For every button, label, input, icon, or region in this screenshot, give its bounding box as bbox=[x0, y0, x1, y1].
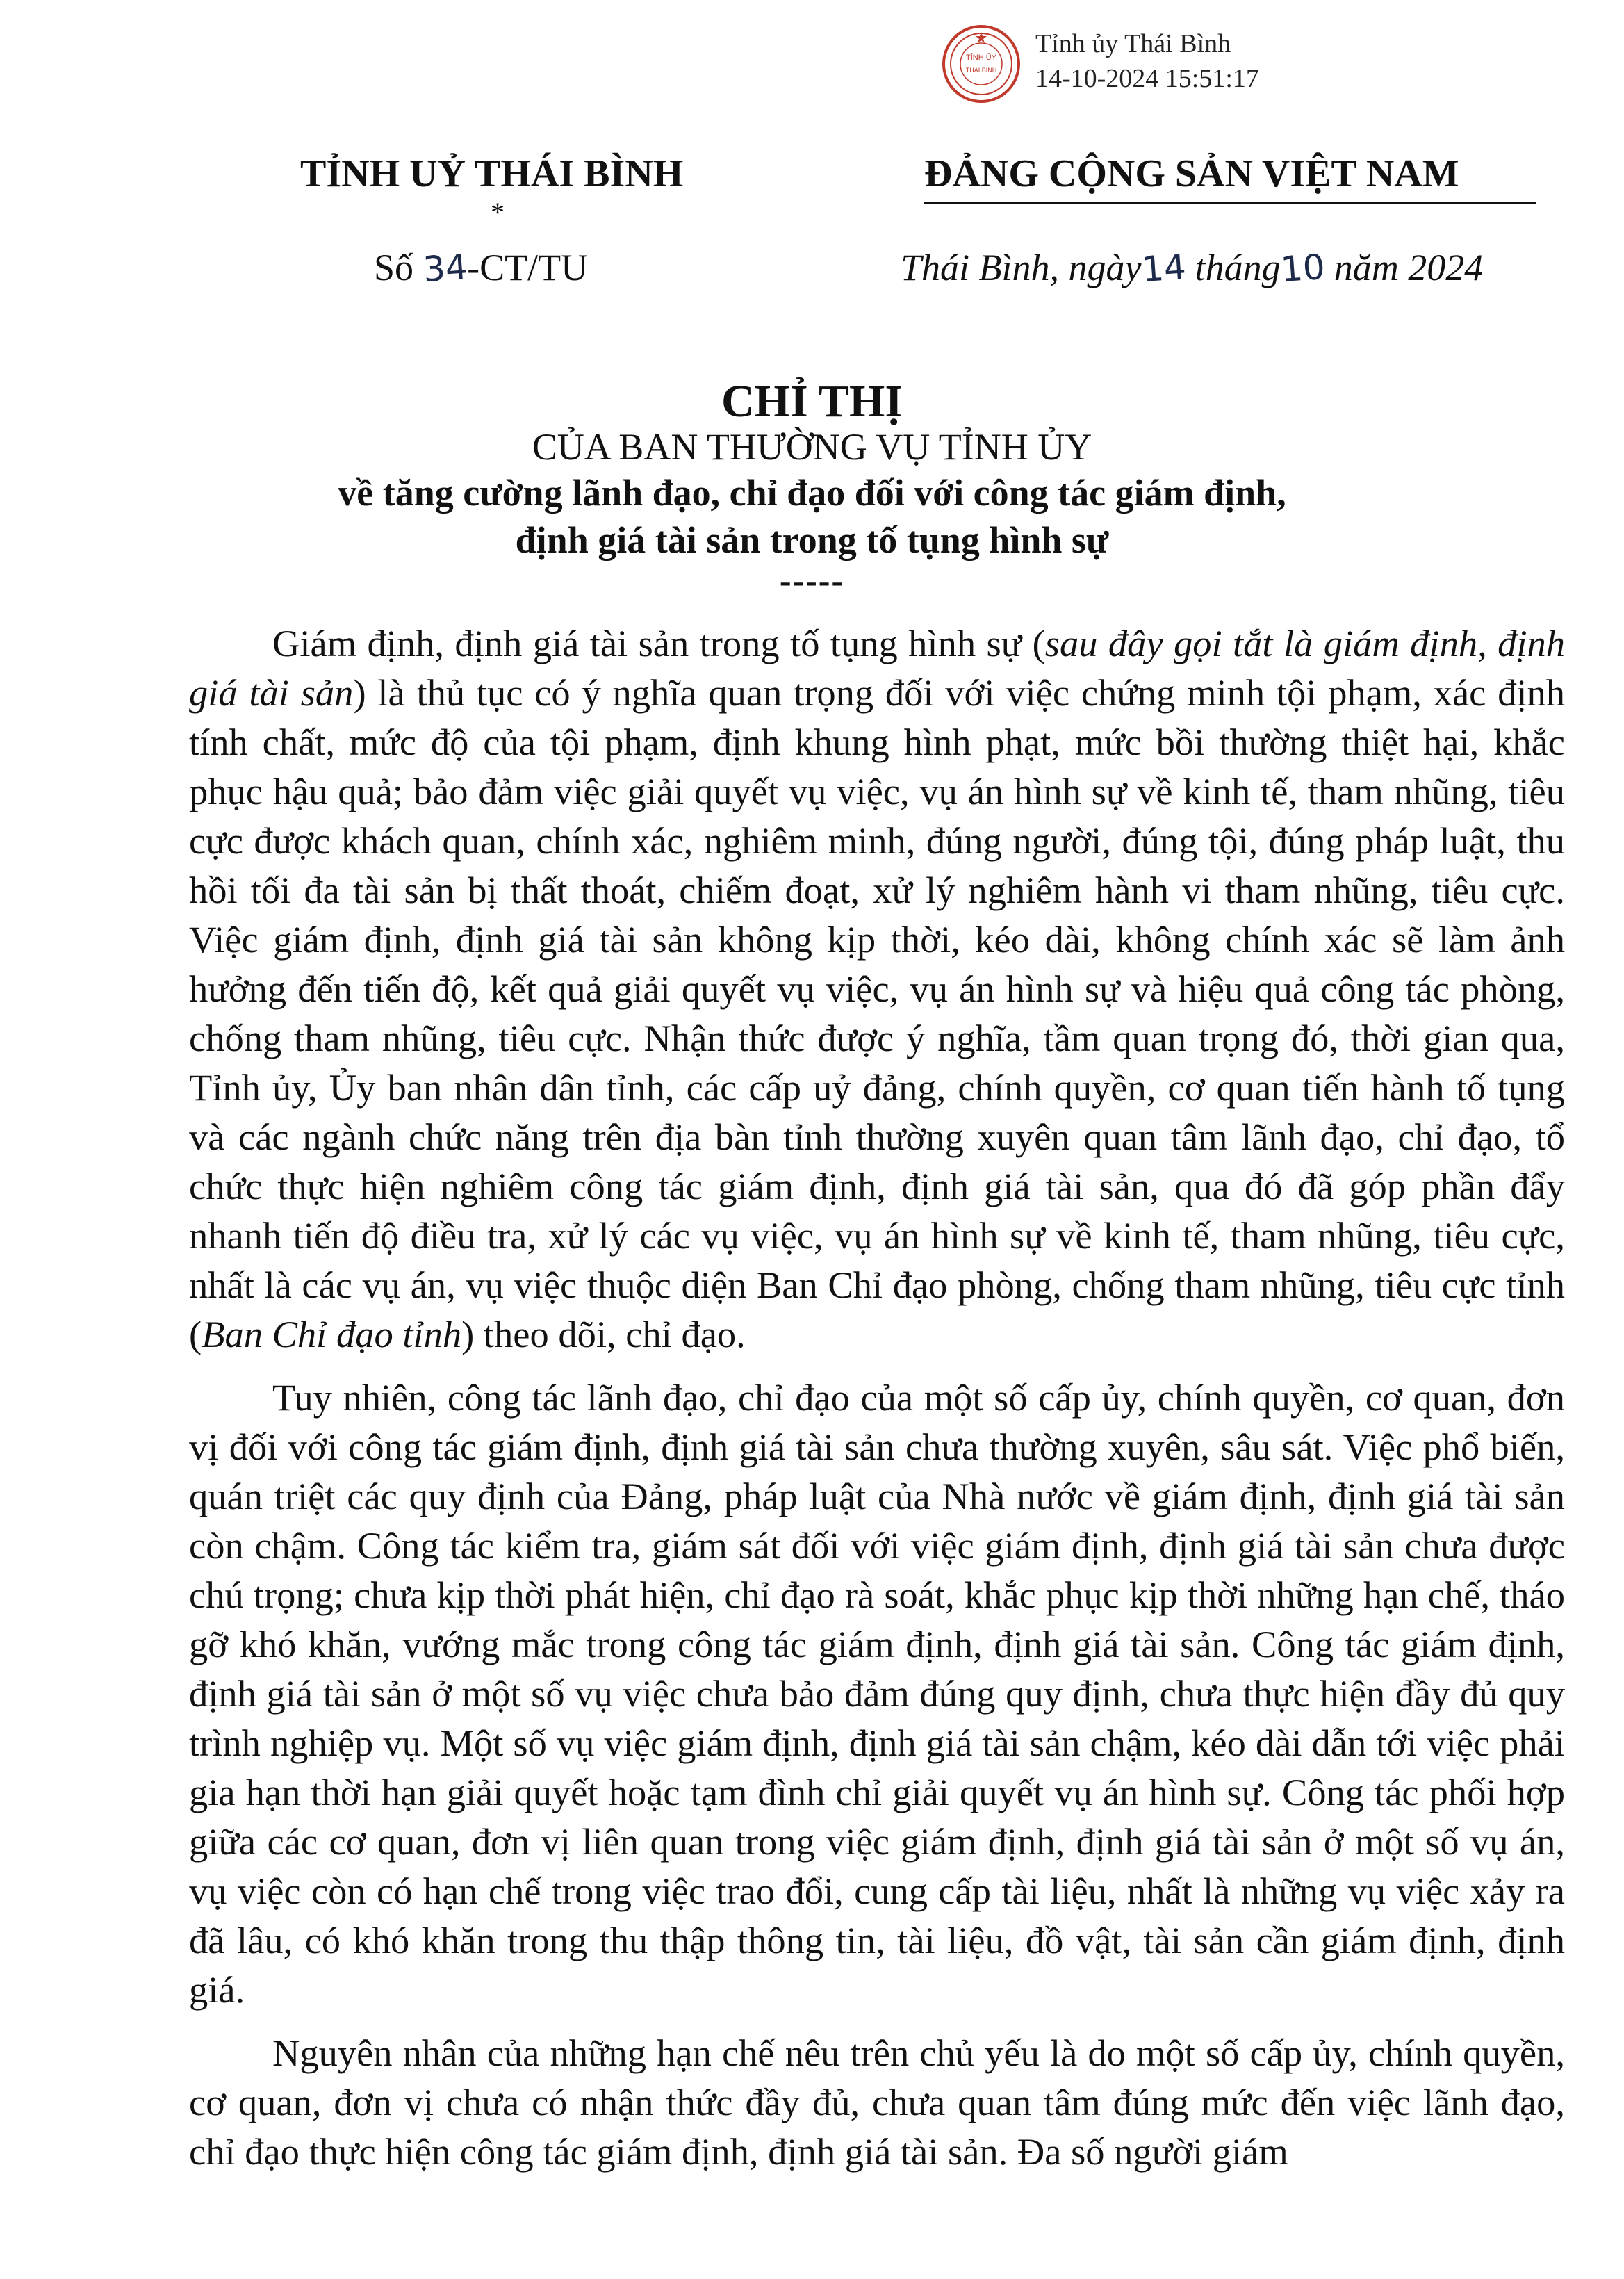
party-name: ĐẢNG CỘNG SẢN VIỆT NAM bbox=[924, 152, 1459, 195]
signature-timestamp: 14-10-2024 15:51:17 bbox=[1035, 64, 1259, 93]
date-month-handwritten: 10 bbox=[1279, 246, 1327, 291]
document-topic-line-1: về tăng cường lãnh đạo, chỉ đạo đối với công tác giám định, bbox=[338, 472, 1286, 514]
document-subtitle: CỦA BAN THƯỜNG VỤ TỈNH ỦY bbox=[532, 426, 1092, 468]
issue-date bbox=[901, 246, 1483, 289]
abbreviation-note: Ban Chỉ đạo tỉnh bbox=[202, 1313, 462, 1355]
header-star: * bbox=[491, 197, 505, 228]
svg-text:TỈNH ỦY: TỈNH ỦY bbox=[966, 54, 996, 62]
issuing-organization: TỈNH UỶ THÁI BÌNH bbox=[300, 152, 684, 195]
date-place: Thái Bình, ngày bbox=[901, 247, 1142, 288]
abbreviation-note: sau đây gọi tắt là giám định, định giá tài sản bbox=[189, 622, 1565, 714]
title-separator: ----- bbox=[779, 561, 845, 600]
doc-number-prefix: Số bbox=[374, 247, 414, 288]
doc-number-handwritten: 34 bbox=[421, 246, 469, 291]
body-paragraph-1: Giám định, định giá tài sản trong tố tụng hình sự (sau đây gọi tắt là giám định, định giá tài sản) là thủ tục có ý nghĩa quan trọng đối với việc chứng minh tội phạm, xác định tính chất, mức độ của tội phạm, định khung hình phạt, mức bồi thường thiệt hại, khắc phục hậu quả; bảo đảm việc giải quyết vụ việc, vụ án hình sự về kinh tế, tham nhũng, tiêu cực được khách quan, chính xác, nghiêm minh, đúng người, đúng tội, đúng pháp luật, thu hồi tối đa tài sản bị thất thoát, chiếm đoạt, xử lý nghiêm hành vi tham nhũng, tiêu cực. Việc giám định, định giá tài sản không kịp thời, kéo dài, không chính xác sẽ làm ảnh hưởng đến tiến độ, kết quả giải quyết vụ việc, vụ án hình sự và hiệu quả công tác phòng, chống tham nhũng, tiêu cực. Nhận thức được ý nghĩa, tầm quan trọng đó, thời gian qua, Tỉnh ủy, Ủy ban nhân dân tỉnh, các cấp uỷ đảng, chính quyền, cơ quan tiến hành tố tụng và các ngành chức năng trên địa bàn tỉnh thường xuyên quan tâm lãnh đạo, chỉ đạo, tổ chức thực hiện nghiêm công tác giám định, định giá tài sản, qua đó đã góp phần đẩy nhanh tiến độ điều tra, xử lý các vụ việc, vụ án hình sự về kinh tế, tham nhũng, tiêu cực, nhất là các vụ án, vụ việc thuộc diện Ban Chỉ đạo phòng, chống tham nhũng, tiêu cực tỉnh (Ban Chỉ đạo tỉnh) theo dõi, chỉ đạo. bbox=[189, 622, 1565, 1355]
date-year-label: năm 2024 bbox=[1334, 247, 1484, 288]
party-seal-icon bbox=[940, 22, 1023, 106]
date-month-label: tháng bbox=[1195, 247, 1281, 288]
doc-number-suffix: -CT/TU bbox=[467, 247, 589, 288]
document-body bbox=[189, 619, 1565, 2190]
signature-signer: Tỉnh ủy Thái Bình bbox=[1035, 29, 1231, 58]
document-topic-line-2: định giá tài sản trong tố tụng hình sự bbox=[515, 519, 1109, 561]
digital-signature bbox=[1035, 26, 1259, 96]
document-title: CHỈ THỊ bbox=[721, 376, 903, 427]
body-paragraph-2: Tuy nhiên, công tác lãnh đạo, chỉ đạo của một số cấp ủy, chính quyền, cơ quan, đơn vị đối với công tác giám định, định giá tài sản chưa thường xuyên, sâu sát. Việc phổ biến, quán triệt các quy định của Đảng, pháp luật của Nhà nước về giám định, định giá tài sản còn chậm. Công tác kiểm tra, giám sát đối với việc giám định, định giá tài sản chưa được chú trọng; chưa kịp thời phát hiện, chỉ đạo rà soát, khắc phục kịp thời những hạn chế, tháo gỡ khó khăn, vướng mắc trong công tác giám định, định giá tài sản. Công tác giám định, định giá tài sản ở một số vụ việc chưa bảo đảm đúng quy định, chưa thực hiện đầy đủ quy trình nghiệp vụ. Một số vụ việc giám định, định giá tài sản chậm, kéo dài dẫn tới việc phải gia hạn thời hạn giải quyết hoặc tạm đình chỉ giải quyết vụ án hình sự. Công tác phối hợp giữa các cơ quan, đơn vị liên quan trong việc giám định, định giá tài sản ở một số vụ án, vụ việc còn có hạn chế trong việc trao đổi, cung cấp tài liệu, nhất là những vụ việc xảy ra đã lâu, có khó khăn trong thu thập thông tin, tài liệu, đồ vật, tài sản cần giám định, định giá. bbox=[189, 1376, 1565, 2011]
svg-text:THÁI BÌNH: THÁI BÌNH bbox=[965, 67, 997, 74]
body-paragraph-3: Nguyên nhân của những hạn chế nêu trên chủ yếu là do một số cấp ủy, chính quyền, cơ quan, đơn vị chưa có nhận thức đầy đủ, chưa quan tâm đúng mức đến việc lãnh đạo, chỉ đạo thực hiện công tác giám định, định giá tài sản. Đa số người giám bbox=[189, 2032, 1565, 2173]
party-name-underline bbox=[924, 202, 1536, 204]
date-day-handwritten: 14 bbox=[1140, 246, 1188, 291]
document-number bbox=[374, 246, 588, 289]
